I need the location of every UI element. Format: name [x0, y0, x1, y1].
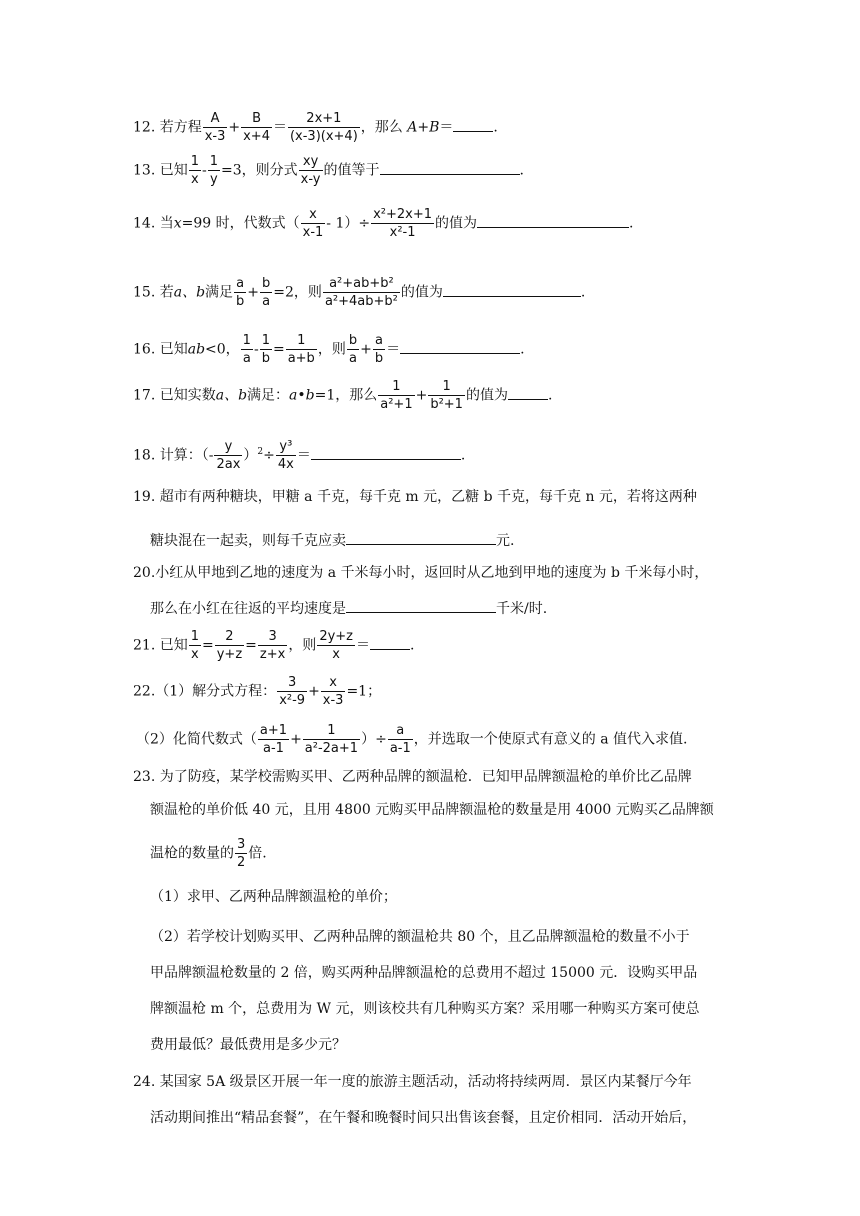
question-14: [133, 208, 634, 239]
question-text: 的值等于: [323, 162, 380, 179]
fraction: [208, 155, 220, 186]
denominator: b: [261, 351, 270, 366]
denominator: (x-3)(x+4): [289, 129, 358, 144]
denominator: a-1: [263, 741, 284, 756]
fraction: [317, 630, 355, 661]
question-13: 13. 已知 $\frac{1}{x}$ - $\frac{1}{y}$ =3，则分式 $\frac{xy}{x-y}$ 的值等于 .: [133, 154, 524, 187]
question-12: 12. 若方程 $\frac{A}{x-3}$ + $\frac{B}{x+4}$ ＝ $\frac{2x+1}{(x-3)(x+4)}$ ，那么 A+B＝ .: [133, 111, 498, 144]
question-text: ，那么: [360, 119, 403, 136]
numerator: b: [348, 333, 358, 348]
question-text: 已知: [159, 162, 188, 179]
question-19: [133, 490, 697, 504]
question-text: （1）解分式方程：: [155, 683, 277, 700]
denominator: a+b: [287, 351, 315, 366]
answer-blank[interactable]: [370, 635, 410, 650]
denominator: y+z: [216, 647, 243, 662]
question-text: 那么在小红在往返的平均速度是: [150, 601, 346, 617]
answer-blank[interactable]: [477, 213, 629, 228]
fraction: [241, 112, 272, 143]
question-text: 已知: [159, 637, 188, 654]
question-number: 15.: [133, 284, 156, 301]
question-text: 已知实数: [159, 387, 216, 404]
question-24: [133, 1075, 692, 1089]
question-17: 17. 已知实数a、b满足：a•b=1，那么 $\frac{1}{\text{a²+1}}$ + $\frac{1}{\text{b²+1}}$ 的值为 .: [133, 379, 553, 412]
question-text: ，则: [317, 341, 346, 358]
question-text: 已知: [159, 341, 188, 358]
question-text: - 1）÷: [326, 215, 371, 232]
numerator: 3: [277, 676, 307, 692]
question-text: 若方程: [159, 119, 202, 136]
question-23: [133, 770, 692, 784]
question-22-part1: 22.（1）解分式方程： $\frac{3}{\text{x²-9}}$ + $\frac{x}{x-3}$ =1；: [133, 675, 382, 708]
denominator: a: [348, 351, 357, 366]
question-text: =1，那么: [314, 387, 378, 404]
question-text: ，则: [288, 637, 317, 654]
denominator: x-1: [302, 225, 324, 240]
numerator: a: [388, 724, 413, 740]
question-number: 14.: [133, 215, 156, 232]
question-number: 24.: [133, 1074, 156, 1090]
numerator: b: [262, 276, 271, 291]
fraction: [277, 676, 307, 707]
question-23-sub2: [150, 930, 690, 944]
question-text: 满足: [205, 284, 234, 301]
equals-sign: ＝: [296, 447, 311, 464]
fraction: [260, 334, 272, 365]
fraction: [373, 334, 385, 365]
question-23-sub2: [150, 966, 697, 980]
question-15: 15. 若a、b满足 $\frac{a}{b}$ + $\frac{b}{a}$ =2，则 $\frac{\text{a²+ab+b²}}{\text{a²+4ab+b²}}$ 的值为 .: [133, 276, 586, 309]
equals-sign: ＝: [386, 341, 401, 358]
fraction: [299, 155, 323, 186]
fraction: [189, 630, 201, 661]
variable: x: [173, 215, 182, 232]
question-23-sub2: [150, 1038, 346, 1052]
denominator: 2: [237, 855, 246, 870]
period: .: [410, 637, 415, 654]
numerator: x: [301, 208, 326, 224]
question-number: 17.: [133, 387, 156, 404]
question-24-cont: [150, 1111, 696, 1125]
denominator: x+4: [243, 129, 270, 144]
exponent: 2: [257, 446, 264, 457]
question-text: 满足：: [247, 387, 290, 404]
numerator: a²+ab+b²: [323, 277, 400, 293]
fraction: [258, 724, 289, 755]
question-text: ，并选取一个使原式有意义的 a 值代入求值.: [413, 731, 688, 748]
question-number: 19.: [133, 489, 156, 505]
question-text: 牌额温枪 m 个，总费用为 W 元，则该校共有几种购买方案？采用哪一种购买方案可使总: [150, 1001, 700, 1017]
denominator: a: [242, 351, 251, 366]
fraction: [303, 724, 360, 755]
numerator: 1: [378, 380, 414, 396]
question-text: 的值为: [435, 215, 478, 232]
denominator: x-3: [322, 693, 344, 708]
denominator: z+x: [259, 647, 286, 662]
denominator: x²-1: [389, 225, 416, 240]
question-number: 18.: [133, 447, 156, 464]
answer-blank[interactable]: [346, 530, 496, 545]
fraction: [286, 334, 317, 365]
unit-text: 元.: [496, 533, 515, 549]
denominator: a-1: [389, 741, 411, 756]
fraction: [214, 440, 242, 471]
fraction: [189, 155, 201, 186]
numerator: y: [214, 440, 242, 456]
denominator: 2ax: [216, 457, 241, 472]
fraction: [258, 630, 287, 661]
denominator: x-3: [204, 129, 226, 144]
denominator: a²+4ab+b²: [324, 294, 398, 309]
numerator: B: [241, 112, 272, 128]
question-text: 糖块混在一起卖，则每千克应卖: [150, 533, 346, 549]
denominator: a²-2a+1: [304, 741, 359, 756]
question-text: （2）化简代数式（: [136, 731, 257, 748]
question-text: 倍.: [248, 845, 267, 862]
question-text: 超市有两种糖块，甲糖 a 千克，每千克 m 元，乙糖 b 千克，每千克 n 元，若将这两种: [159, 489, 697, 505]
question-19-cont: [150, 530, 514, 548]
numerator: 3: [237, 837, 246, 852]
question-text: 某国家 5A 级景区开展一年一度的旅游主题活动，活动将持续两周．景区内某餐厅今年: [159, 1074, 692, 1090]
denominator: x: [191, 172, 199, 187]
question-number: 16.: [133, 341, 156, 358]
denominator: b²+1: [430, 397, 463, 412]
fraction: [323, 277, 400, 308]
period: .: [547, 387, 553, 404]
numerator: 2: [215, 630, 244, 646]
answer-blank[interactable]: [400, 339, 520, 354]
numerator: a+1: [259, 723, 288, 738]
question-text: 小红从甲地到乙地的速度为 a 千米每小时，返回时从乙地到甲地的速度为 b 千米每小时，: [155, 565, 709, 581]
numerator: x: [321, 676, 346, 692]
answer-blank[interactable]: [453, 117, 493, 132]
question-text: 额温枪的单价低 40 元，且用 4800 元购买甲品牌额温枪的数量是用 4000 元购买乙品牌额: [150, 802, 714, 818]
question-21: 21. 已知 $\frac{1}{x}$ = $\frac{2}{y+z}$ = $\frac{3}{z+x}$ ，则 $\frac{2y+z}{x}$ ＝ .: [133, 629, 415, 662]
question-text: 的值为: [400, 284, 443, 301]
question-text: 为了防疫，某学校需购买甲、乙两种品牌的额温枪．已知甲品牌额温枪的单价比乙品牌: [159, 769, 692, 785]
denominator: a²+1: [380, 397, 413, 412]
denominator: x: [191, 647, 199, 662]
numerator: 1: [303, 724, 360, 740]
numerator: 2x+1: [288, 112, 360, 128]
fraction: [215, 630, 244, 661]
question-text: =99 时，代数式（: [181, 215, 300, 232]
numerator: xy: [299, 155, 323, 171]
question-text: 若: [159, 284, 174, 301]
numerator: a: [373, 334, 385, 350]
question-23-sub1: [150, 890, 397, 904]
answer-blank[interactable]: [380, 160, 520, 175]
question-text: 计算：（: [159, 447, 209, 464]
question-text: 的值为: [465, 387, 508, 404]
fraction: [321, 676, 346, 707]
fraction: [203, 112, 228, 143]
fraction: [235, 838, 247, 869]
question-23-cont: [150, 838, 267, 869]
fraction: [301, 208, 326, 239]
denominator: x²-9: [279, 693, 306, 708]
numerator: 2y+z: [319, 629, 353, 644]
numerator: a: [234, 277, 246, 293]
equals-sign: ＝: [356, 637, 370, 654]
answer-blank[interactable]: [311, 445, 461, 460]
numerator: 1: [428, 380, 465, 396]
expression: A+B: [407, 119, 440, 136]
numerator: 1: [286, 334, 317, 350]
question-text: （1）求甲、乙两种品牌额温枪的单价；: [150, 889, 397, 905]
question-text: =3，则分式: [221, 162, 298, 179]
question-number: 23.: [133, 769, 156, 785]
question-number: 22.: [133, 683, 156, 700]
division-sign: ÷: [263, 447, 275, 464]
expression: ab: [187, 341, 206, 358]
answer-blank[interactable]: [346, 598, 496, 613]
period: .: [519, 162, 524, 179]
question-22-part2: （2）化简代数式（ $\frac{a+1}{a-1}$ + $\frac{1}{\text{a²-2a+1}}$ ）÷ $\frac{a}{a-1}$ ，并选取一个使原式有意义的 a 值代入求值.: [136, 723, 688, 756]
question-23-cont: [150, 803, 714, 817]
question-23-sub2: [150, 1002, 699, 1016]
period: .: [460, 447, 466, 464]
fraction: [288, 112, 360, 143]
denominator: y: [210, 172, 218, 187]
fraction: [378, 380, 414, 411]
variables: a、b: [173, 284, 206, 301]
fraction: [276, 440, 296, 471]
numerator: A: [203, 112, 228, 128]
question-text: 活动期间推出“精品套餐”，在午餐和晚餐时间只出售该套餐，且定价相同．活动开始后，: [150, 1110, 697, 1126]
denominator: b: [236, 294, 245, 309]
numerator: 1: [261, 333, 270, 348]
question-18: 18. 计算：（- $\frac{y}{2ax}$ ）$^2$÷ $\frac{\text{y³}}{4x}$ ＝ .: [133, 439, 466, 472]
period: .: [493, 119, 498, 136]
numerator: 3: [258, 630, 287, 646]
numerator: y³: [276, 440, 296, 456]
period: .: [520, 341, 525, 358]
fraction: [241, 334, 253, 365]
denominator: 4x: [277, 457, 294, 472]
unit-text: 千米/时.: [496, 601, 548, 617]
fraction: [388, 724, 413, 755]
question-text: =2，则: [273, 284, 322, 301]
question-text: （2）若学校计划购买甲、乙两种品牌的额温枪共 80 个，且乙品牌额温枪的数量不小于: [150, 929, 690, 945]
denominator: x-y: [300, 172, 321, 187]
answer-blank[interactable]: [443, 282, 581, 297]
numerator: 1: [190, 154, 199, 169]
question-text: =1；: [346, 683, 382, 700]
question-text: 甲品牌额温枪数量的 2 倍，购买两种品牌额温枪的总费用不超过 15000 元．设购买甲品: [150, 965, 698, 981]
period: .: [580, 284, 586, 301]
question-number: 21.: [133, 637, 156, 654]
denominator: a: [262, 294, 271, 309]
fraction: [347, 334, 359, 365]
numerator: x²+2x+1: [373, 207, 433, 222]
question-number: 13.: [133, 162, 156, 179]
variables: a、b: [215, 387, 248, 404]
numerator: 1: [209, 154, 219, 169]
answer-blank[interactable]: [508, 385, 548, 400]
question-text: ）÷: [361, 731, 387, 748]
question-16: 16. 已知ab<0， $\frac{1}{a}$ - $\frac{1}{b}$ = $\frac{1}{a+b}$ ，则 $\frac{b}{a}$ + $\frac{a}{b}$ ＝ .: [133, 333, 525, 366]
numerator: 1: [190, 629, 199, 644]
expression: a•b: [289, 387, 315, 404]
period: .: [629, 215, 634, 232]
equals-sign: ＝: [439, 119, 454, 136]
denominator: x: [332, 647, 340, 662]
question-text: 温枪的数量的: [150, 845, 234, 862]
numerator: 1: [242, 333, 251, 348]
denominator: b: [374, 351, 384, 366]
fraction: [371, 208, 434, 239]
question-20-cont: [150, 598, 547, 616]
question-number: 12.: [133, 119, 156, 136]
question-text: 当: [159, 215, 174, 232]
fraction: [234, 277, 246, 308]
fraction: [260, 277, 272, 308]
question-number: 20.: [133, 565, 156, 581]
fraction: [428, 380, 465, 411]
question-20: [133, 566, 708, 580]
question-text: <0，: [205, 341, 240, 358]
question-text: 费用最低？最低费用是多少元？: [150, 1037, 346, 1053]
